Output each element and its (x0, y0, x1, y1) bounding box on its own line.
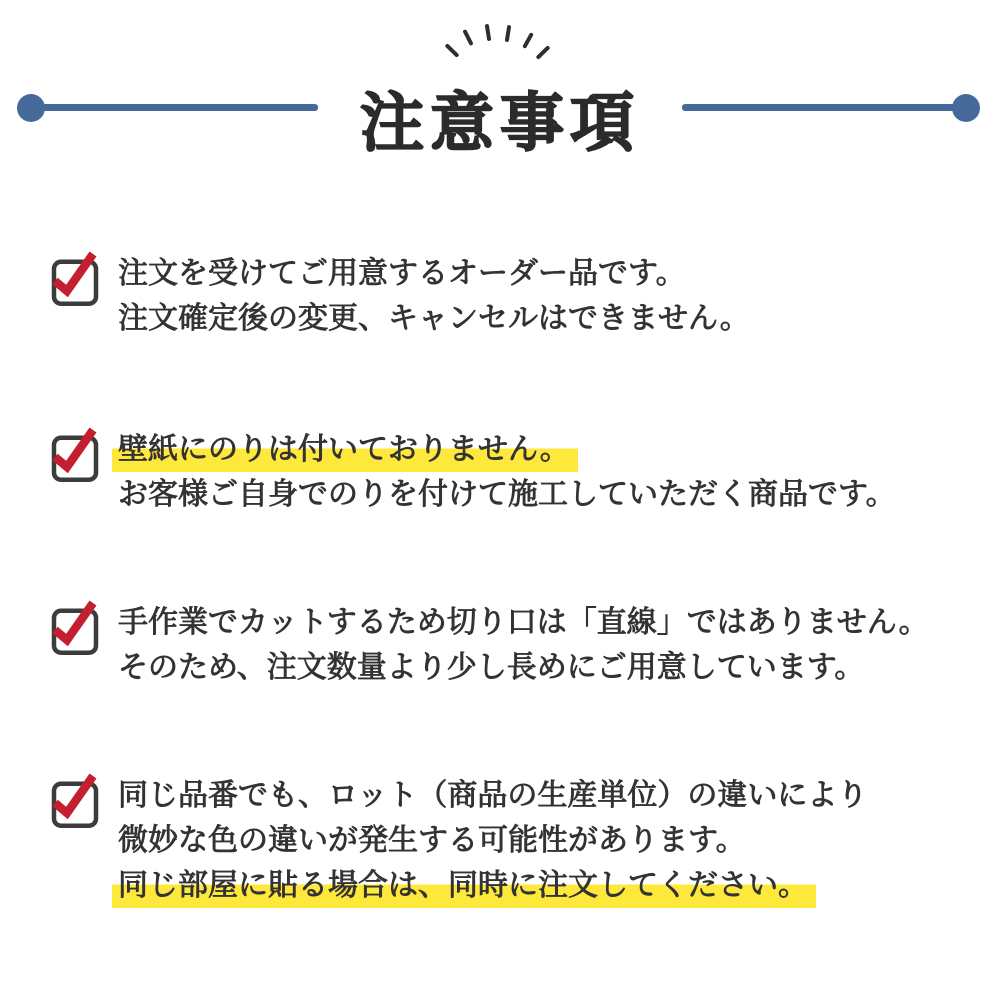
notice-item (118, 600, 929, 690)
notice-item (118, 427, 896, 517)
notice-line (118, 600, 929, 645)
notice-line (118, 818, 867, 863)
notice-line (118, 472, 896, 517)
notice-item-text (118, 251, 750, 341)
title-rule-line-right (682, 104, 966, 111)
notice-text: そのため、注文数量より少し長めにご用意しています。 (118, 651, 865, 684)
notice-item (118, 773, 867, 908)
notice-line (118, 773, 867, 818)
checked-checkbox-icon (50, 248, 112, 310)
burst-ray-icon (462, 29, 473, 46)
notice-item-text (118, 773, 867, 908)
notice-line (118, 863, 867, 908)
title-rule-dot-right (952, 94, 980, 122)
notice-text: 微妙な色の違いが発生する可能性があります。 (118, 824, 746, 857)
notice-text: お客様ご自身でのりを付けて施工していただく商品です。 (118, 478, 896, 511)
highlighted-text: 壁紙にのりは付いておりません。 (112, 433, 578, 472)
notice-item-text (118, 600, 929, 690)
notice-item-text (118, 427, 896, 517)
burst-ray-icon (485, 24, 492, 41)
checked-checkbox-icon (50, 597, 112, 659)
burst-ray-icon (535, 45, 550, 60)
notice-text: 同じ品番でも、ロット（商品の生産単位）の違いにより (118, 779, 868, 812)
notice-item (118, 251, 750, 341)
notice-text: 注文を受けてご用意するオーダー品です。 (118, 257, 686, 290)
highlighted-text: 同じ部屋に貼る場合は、同時に注文してください。 (112, 869, 816, 908)
page-title: 注意事項 (360, 87, 640, 159)
checked-checkbox-icon (50, 770, 112, 832)
notice-line (118, 251, 750, 296)
burst-ray-icon (505, 25, 512, 42)
notice-text: 手作業でカットするため切り口は「直線」ではありません。 (118, 606, 929, 639)
burst-ray-icon (444, 43, 459, 58)
checked-checkbox-icon (50, 424, 112, 486)
notice-line (118, 427, 896, 472)
notice-line (118, 296, 750, 341)
burst-ray-icon (522, 32, 534, 49)
notice-line (118, 645, 929, 690)
notice-text: 注文確定後の変更、キャンセルはできません。 (118, 302, 750, 335)
